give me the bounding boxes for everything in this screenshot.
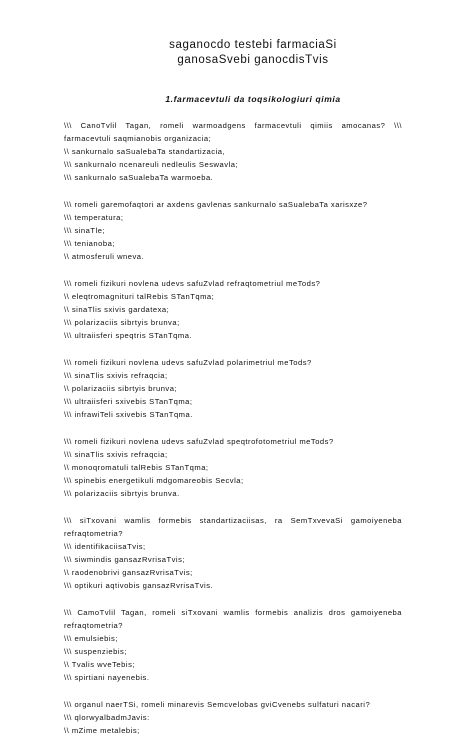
- question-text: \\\ siTxovani wamlis formebis standartizaciisas, ra SemTxvevaSi gamoiyeneba: [64, 516, 402, 525]
- question-text: \\\ organul naerTSi, romeli minarevis Semcvelobas gviCvenebs sulfaturi nacari?: [64, 700, 371, 709]
- answer-option: \\ raodenobrivi gansazRvrisaTvis;: [64, 568, 193, 577]
- answer-option: \\\ optikuri aqtivobis gansazRvrisaTvis.: [64, 581, 214, 590]
- document-title: [104, 38, 402, 68]
- answer-option: \\\ spinebis energetikuli mdgomareobis Secvla;: [64, 476, 244, 485]
- question-text: \\\ romeli fizikuri novlena udevs safuZvlad speqtrofotometriul meTods?: [64, 437, 334, 446]
- answer-option: \\\ sinaTlis sxivis refraqcia;: [64, 371, 168, 380]
- question-block: [64, 277, 402, 342]
- answer-option: \\\ sinaTlis sxivis refraqcia;: [64, 450, 168, 459]
- question-block: [64, 435, 402, 500]
- question-text: \\\ romeli fizikuri novlena udevs safuZvlad refraqtometriul meTods?: [64, 279, 321, 288]
- question-block: [64, 198, 402, 263]
- question-text: \\\ CanoTvlil Tagan, romeli warmoadgens farmacevtuli qimiis amocanas? \\\: [64, 121, 402, 130]
- question-block: [64, 606, 402, 684]
- title-line-2: ganosaSvebi ganocdisTvis: [177, 54, 329, 66]
- answer-option: \\\ infrawiTeli sxivebis STanTqma.: [64, 410, 193, 419]
- question-block: [64, 356, 402, 421]
- question-list: [64, 119, 402, 737]
- question-block: [64, 514, 402, 592]
- title-line-1: saganocdo testebi farmaciaSi: [169, 39, 337, 51]
- answer-option: \\\ ultraiisferi speqtris STanTqma.: [64, 331, 193, 340]
- answer-option: \\ monoqromatuli talRebis STanTqma;: [64, 463, 209, 472]
- answer-option: \\\ ultraiisferi sxivebis STanTqma;: [64, 397, 193, 406]
- answer-option: \\\ identifikaciisaTvis;: [64, 542, 146, 551]
- question-text: \\\ CamoTvlil Tagan, romeli siTxovani wamlis formebis analizis dros gamoiyeneba: [64, 608, 402, 617]
- answer-option: \\\ polarizaciis sibrtyis brunva.: [64, 489, 180, 498]
- answer-option: \\\ emulsiebis;: [64, 634, 118, 643]
- answer-option: \\ polarizaciis sibrtyis brunva;: [64, 384, 178, 393]
- answer-option: \\\ polarizaciis sibrtyis brunva;: [64, 318, 180, 327]
- answer-option: \\\ spirtiani nayenebis.: [64, 673, 150, 682]
- answer-option: \\ Tvalis wveTebis;: [64, 660, 135, 669]
- section-heading: 1.farmacevtuli da toqsikologiuri qimia: [165, 94, 341, 104]
- answer-option: \\ sankurnalo saSualebaTa standartizacia,: [64, 147, 226, 156]
- question-text-continued: farmacevtuli saqmianobis organizacia;: [64, 134, 212, 143]
- answer-option: \\\ sankurnalo ncenareuli nedleulis Seswavla;: [64, 160, 239, 169]
- answer-option: \\\ siwmindis gansazRvrisaTvis;: [64, 555, 185, 564]
- answer-option: \\\ qlorwyalbadmJavis:: [64, 713, 150, 722]
- answer-option: \\\ suspenziebis;: [64, 647, 127, 656]
- question-block: [64, 698, 402, 737]
- answer-option: \\ mZime metalebis;: [64, 726, 140, 735]
- answer-option: \\ eleqtromagnituri talRebis STanTqma;: [64, 292, 215, 301]
- answer-option: \\\ sankurnalo saSualebaTa warmoeba.: [64, 173, 214, 182]
- question-text: \\\ romeli fizikuri novlena udevs safuZvlad polarimetriul meTods?: [64, 358, 312, 367]
- question-text-continued: refraqtometria?: [64, 529, 123, 538]
- answer-option: \\ atmosferuli wneva.: [64, 252, 145, 261]
- question-text: \\\ romeli garemofaqtori ar axdens gavlenas sankurnalo saSualebaTa xarisxze?: [64, 200, 368, 209]
- answer-option: \\ sinaTlis sxivis gardatexa;: [64, 305, 170, 314]
- question-block: [64, 119, 402, 184]
- answer-option: \\\ temperatura;: [64, 213, 124, 222]
- answer-option: \\\ sinaTle;: [64, 226, 106, 235]
- question-text-continued: refraqtometria?: [64, 621, 123, 630]
- answer-option: \\\ tenianoba;: [64, 239, 115, 248]
